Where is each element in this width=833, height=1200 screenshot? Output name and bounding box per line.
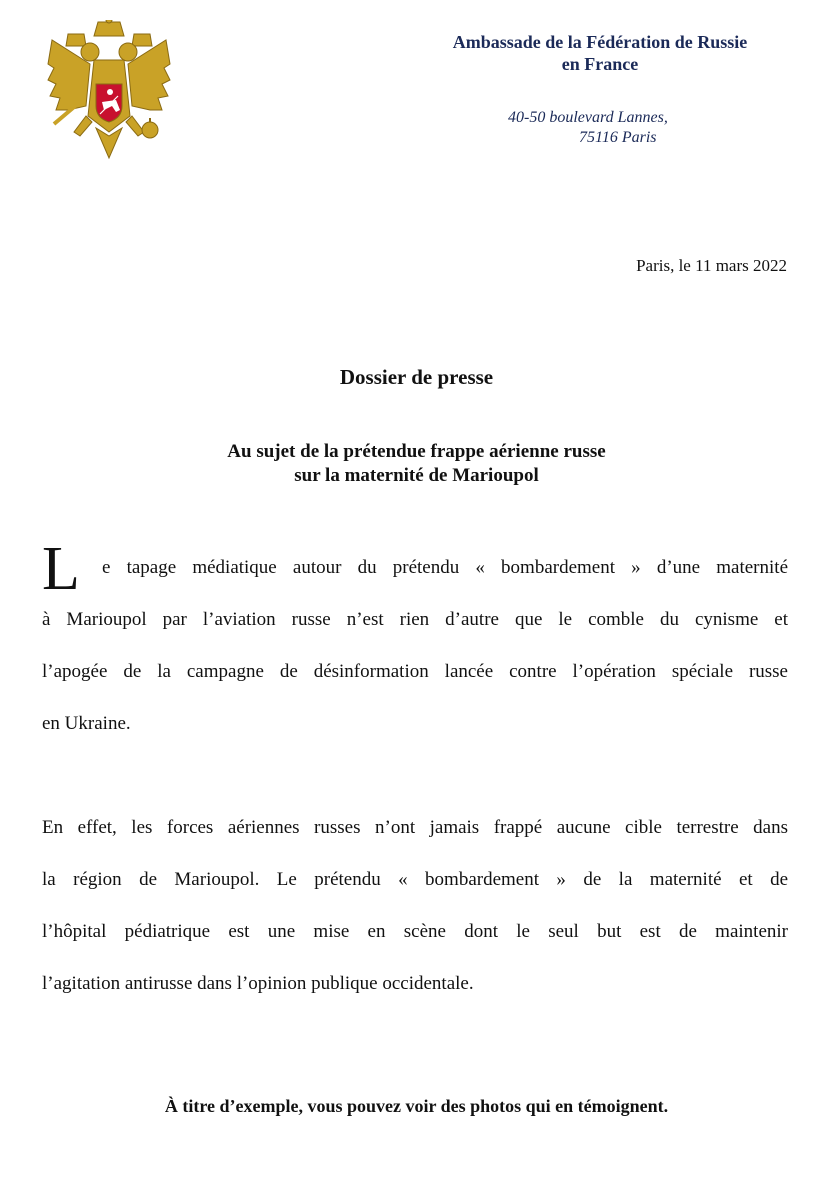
subject-line-1: Au sujet de la prétendue frappe aérienne russe [227,441,606,462]
paragraph-1-line-2: à Marioupol par l’aviation russe n’est rien d’autre que le comble du cynisme et [42,609,788,630]
document-subject [0,440,833,488]
paragraph-1 [42,535,788,750]
paragraph-2-line-3: l’hôpital pédiatrique est une mise en scène dont le seul but est de maintenir [42,921,788,942]
paragraph-1-line-1-text: e tapage médiatique autour du prétendu « bombardement » d’une maternité [102,557,788,578]
document-title: Dossier de presse [339,365,494,389]
drop-cap: L [42,535,80,603]
document-date: Paris, le 11 mars 2022 [636,256,787,275]
embassy-name: Ambassade de la Fédération de Russie [452,32,748,52]
subject-line-2: sur la maternité de Marioupol [294,465,539,486]
paragraph-1-line-3: l’apogée de la campagne de désinformation lancée contre l’opération spéciale russe [42,661,788,682]
russian-coat-of-arms-icon [46,20,172,162]
paragraph-1-line-1 [42,535,788,603]
paragraph-2-line-2: la région de Marioupol. Le prétendu « bombardement » de la maternité et de [42,869,788,890]
address-street: 40-50 boulevard Lannes, [508,109,668,126]
closing-statement: À titre d’exemple, vous pouvez voir des photos qui en témoignent. [164,1096,669,1116]
paragraph-2-line-4: l’agitation antirusse dans l’opinion publique occidentale. [42,973,474,994]
paragraph-2-line-1: En effet, les forces aériennes russes n’ont jamais frappé aucune cible terrestre dans [42,817,788,838]
address-city: 75116 Paris [579,129,657,146]
paragraph-2 [42,802,788,1010]
embassy-country: en France [561,54,639,74]
embassy-header [400,31,800,75]
paragraph-1-line-4: en Ukraine. [42,713,131,734]
